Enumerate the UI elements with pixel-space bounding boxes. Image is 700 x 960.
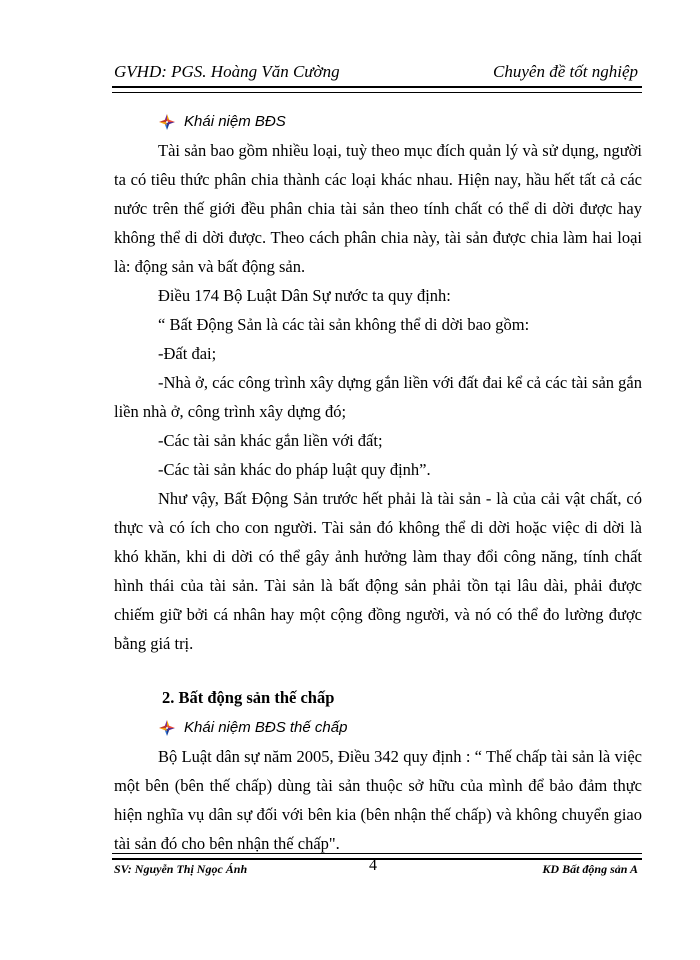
paragraph: Bộ Luật dân sự năm 2005, Điều 342 quy định : “ Thế chấp tài sản là việc một bên (bên thế chấp) dùng tài sản thuộc sở hữu của mình để bảo đảm thực hiện nghĩa vụ dân sự đối với bên kia (bên nhận thế chấp) và không chuyển giao tài sản đó cho bên nhận thế chấp". — [114, 747, 642, 853]
paragraph: Tài sản bao gồm nhiều loại, tuỳ theo mục đích quản lý và sử dụng, người ta có tiêu thức phân chia thành các loại khác nhau. Hiện nay, hầu hết tất cả các nước trên thế giới đều phân chia tài sản theo tính chất có thể di dời được hay không thể di dời được. Theo cách phân chia này, tài sản được chia làm hai loại là: động sản và bất động sản. — [114, 141, 642, 276]
bullet-heading — [114, 106, 642, 136]
bullet-label: Khái niệm BĐS — [184, 112, 286, 130]
paragraph: -Nhà ở, các công trình xây dựng gắn liền với đất đai kể cả các tài sản gắn liền nhà ở, công trình xây dựng đó; — [114, 373, 642, 421]
paragraph-line: “ Bất Động Sản là các tài sản không thể di dời bao gồm: — [158, 315, 530, 334]
page-number: 4 — [369, 857, 377, 874]
paragraph-line: Điều 174 Bộ Luật Dân Sự nước ta quy định: — [158, 286, 451, 305]
diamond-bullet-icon — [158, 112, 176, 130]
footer-student: SV: Nguyễn Thị Ngọc Ánh — [114, 862, 248, 876]
page-body — [114, 106, 642, 858]
paragraph-line: -Các tài sản khác gắn liền với đất; — [158, 431, 383, 450]
header-rule — [112, 86, 642, 93]
paragraph-line: -Các tài sản khác do pháp luật quy định”. — [158, 460, 431, 479]
bullet-label: Khái niệm BĐS thế chấp — [184, 718, 348, 736]
bullet-heading — [114, 712, 642, 742]
section-heading: 2. Bất động sản thế chấp — [162, 688, 335, 707]
diamond-bullet-icon — [158, 718, 176, 736]
paragraph-line: -Đất đai; — [158, 344, 217, 363]
footer-rule — [112, 853, 642, 860]
footer-class: KD Bất động sản A — [542, 862, 638, 876]
header-title: Chuyên đề tốt nghiệp — [493, 62, 638, 81]
paragraph: Như vậy, Bất Động Sản trước hết phải là tài sản - là của cải vật chất, có thực và có ích cho con người. Tài sản đó không thể di dời hoặc việc di dời là khó khăn, khi di dời có thể gây ảnh hưởng làm thay đổi công năng, tính chất hình thái của tài sản. Tài sản là bất động sản phải tồn tại lâu dài, phải được chiếm giữ bởi cá nhân hay một cộng đồng người, và nó có thể đo lường được bằng giá trị. — [114, 489, 642, 653]
header-advisor: GVHD: PGS. Hoàng Văn Cường — [114, 62, 340, 81]
